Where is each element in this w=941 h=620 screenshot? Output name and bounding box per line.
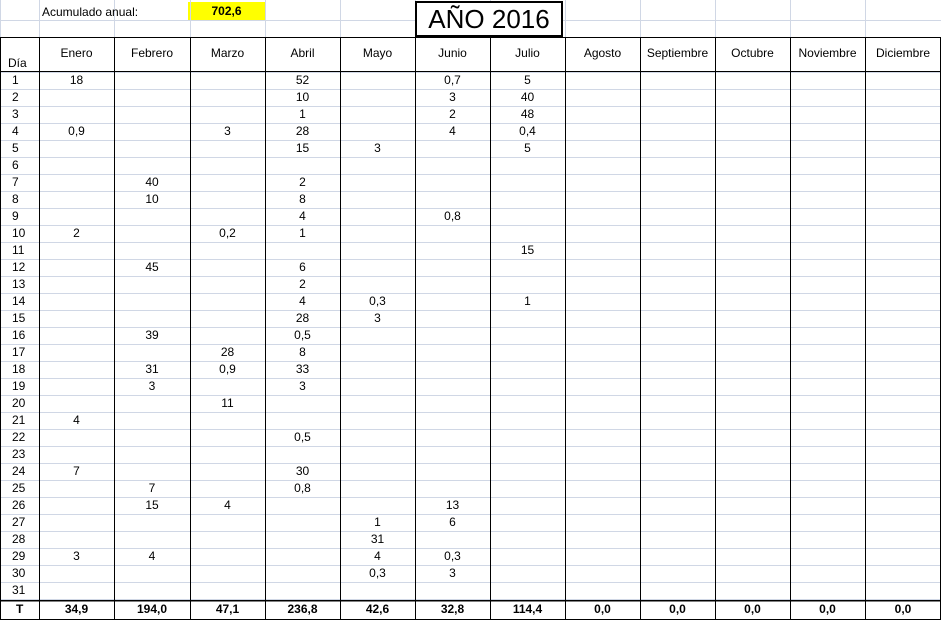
day-number[interactable]: 15: [12, 311, 26, 325]
day-number[interactable]: 20: [12, 396, 26, 410]
total-cell-10[interactable]: 0,0: [744, 602, 761, 616]
total-cell-2[interactable]: 194,0: [136, 602, 168, 616]
month-header-2[interactable]: Febrero: [130, 46, 174, 60]
value-cell[interactable]: 3: [148, 379, 156, 393]
day-number[interactable]: 9: [12, 209, 19, 223]
total-cell-9[interactable]: 0,0: [669, 602, 686, 616]
value-cell[interactable]: 13: [445, 498, 460, 512]
value-cell[interactable]: 0,3: [369, 566, 386, 580]
value-cell[interactable]: 7: [148, 481, 156, 495]
value-cell[interactable]: 6: [299, 260, 306, 274]
day-number[interactable]: 21: [12, 413, 26, 427]
day-header[interactable]: Día: [8, 56, 27, 70]
day-number[interactable]: 16: [12, 328, 26, 342]
value-cell[interactable]: 0,8: [294, 481, 311, 495]
value-cell[interactable]: 3: [73, 549, 80, 563]
value-cell[interactable]: 0,9: [68, 124, 85, 138]
month-header-5[interactable]: Mayo: [362, 46, 393, 60]
day-number[interactable]: 5: [12, 141, 19, 155]
value-cell[interactable]: 3: [449, 90, 456, 104]
value-cell[interactable]: 0,9: [219, 362, 236, 376]
value-cell[interactable]: 0,3: [444, 549, 461, 563]
day-number[interactable]: 14: [12, 294, 26, 308]
day-number[interactable]: 31: [12, 583, 26, 597]
value-cell[interactable]: 0,5: [294, 430, 311, 444]
month-header-4[interactable]: Abril: [290, 46, 315, 60]
month-header-6[interactable]: Junio: [438, 46, 467, 60]
day-number[interactable]: 18: [12, 362, 26, 376]
day-number[interactable]: 23: [12, 447, 26, 461]
value-cell[interactable]: 3: [299, 379, 306, 393]
value-cell[interactable]: 8: [299, 192, 306, 206]
total-cell-4[interactable]: 236,8: [287, 602, 318, 616]
day-number[interactable]: 1: [12, 73, 19, 87]
month-header-3[interactable]: Marzo: [210, 46, 245, 60]
total-cell-5[interactable]: 42,6: [365, 602, 390, 616]
day-number[interactable]: 4: [12, 124, 19, 138]
total-cell-7[interactable]: 114,4: [512, 602, 543, 616]
value-cell[interactable]: 0,2: [219, 226, 236, 240]
value-cell[interactable]: 30: [295, 464, 310, 478]
value-cell[interactable]: 0,5: [294, 328, 311, 342]
value-cell[interactable]: 31: [145, 362, 159, 376]
value-cell[interactable]: 2: [299, 175, 306, 189]
value-cell[interactable]: 39: [145, 328, 159, 342]
day-number[interactable]: 8: [12, 192, 19, 206]
value-cell[interactable]: 2: [73, 226, 80, 240]
day-number[interactable]: 22: [12, 430, 26, 444]
total-cell-6[interactable]: 32,8: [440, 602, 465, 616]
day-number[interactable]: 17: [12, 345, 26, 359]
value-cell[interactable]: 2: [299, 277, 306, 291]
value-cell[interactable]: 52: [295, 73, 310, 87]
day-number[interactable]: 26: [12, 498, 26, 512]
day-number[interactable]: 12: [12, 260, 26, 274]
day-number[interactable]: 25: [12, 481, 26, 495]
value-cell[interactable]: 1: [374, 515, 381, 529]
value-cell[interactable]: 40: [520, 90, 535, 104]
month-header-11[interactable]: Noviembre: [798, 46, 857, 60]
value-cell[interactable]: 31: [370, 532, 385, 546]
totals-label[interactable]: T: [16, 602, 24, 616]
value-cell[interactable]: 3: [374, 311, 381, 325]
value-cell[interactable]: 3: [374, 141, 381, 155]
value-cell[interactable]: 11: [221, 396, 234, 410]
value-cell[interactable]: 3: [224, 124, 231, 138]
total-cell-8[interactable]: 0,0: [594, 602, 611, 616]
value-cell[interactable]: 15: [295, 141, 310, 155]
day-number[interactable]: 10: [12, 226, 26, 240]
value-cell[interactable]: 33: [295, 362, 310, 376]
value-cell[interactable]: 4: [299, 209, 306, 223]
total-cell-11[interactable]: 0,0: [819, 602, 836, 616]
day-number[interactable]: 19: [12, 379, 26, 393]
day-number[interactable]: 2: [12, 90, 19, 104]
month-header-10[interactable]: Octubre: [731, 46, 774, 60]
value-cell[interactable]: 0,7: [444, 73, 461, 87]
day-number[interactable]: 6: [12, 158, 19, 172]
value-cell[interactable]: 0,4: [519, 124, 536, 138]
total-cell-3[interactable]: 47,1: [215, 602, 240, 616]
value-cell[interactable]: 5: [524, 141, 531, 155]
day-number[interactable]: 3: [12, 107, 19, 121]
month-header-9[interactable]: Septiembre: [646, 46, 709, 60]
accumulated-value[interactable]: 702,6: [211, 4, 242, 18]
value-cell[interactable]: 4: [148, 549, 156, 563]
day-number[interactable]: 13: [12, 277, 26, 291]
value-cell[interactable]: 28: [295, 124, 310, 138]
day-number[interactable]: 27: [12, 515, 26, 529]
value-cell[interactable]: 28: [295, 311, 310, 325]
month-header-12[interactable]: Diciembre: [875, 46, 930, 60]
total-cell-12[interactable]: 0,0: [894, 602, 912, 616]
value-cell[interactable]: 7: [73, 464, 80, 478]
value-cell[interactable]: 15: [145, 498, 159, 512]
month-header-8[interactable]: Agosto: [583, 46, 622, 60]
value-cell[interactable]: 18: [69, 73, 84, 87]
value-cell[interactable]: 15: [520, 243, 535, 257]
value-cell[interactable]: 1: [524, 294, 531, 308]
accumulated-label[interactable]: Acumulado anual:: [42, 5, 139, 19]
day-number[interactable]: 11: [12, 243, 25, 257]
value-cell[interactable]: 10: [145, 192, 159, 206]
day-number[interactable]: 29: [12, 549, 26, 563]
value-cell[interactable]: 6: [449, 515, 456, 529]
value-cell[interactable]: 40: [145, 175, 159, 189]
value-cell[interactable]: 4: [299, 294, 306, 308]
value-cell[interactable]: 10: [295, 90, 310, 104]
value-cell[interactable]: 4: [374, 549, 381, 563]
value-cell[interactable]: 28: [220, 345, 235, 359]
value-cell[interactable]: 4: [224, 498, 231, 512]
value-cell[interactable]: 8: [299, 345, 306, 359]
month-header-7[interactable]: Julio: [515, 46, 540, 60]
value-cell[interactable]: 45: [145, 260, 159, 274]
day-number[interactable]: 7: [12, 175, 19, 189]
day-number[interactable]: 24: [12, 464, 26, 478]
value-cell[interactable]: 1: [299, 226, 306, 240]
value-cell[interactable]: 4: [73, 413, 80, 427]
month-header-1[interactable]: Enero: [60, 46, 93, 60]
day-number[interactable]: 28: [12, 532, 26, 546]
day-number[interactable]: 30: [12, 566, 26, 580]
year-title[interactable]: AÑO 2016: [415, 1, 563, 37]
value-cell[interactable]: 0,8: [444, 209, 461, 223]
value-cell[interactable]: 3: [449, 566, 456, 580]
value-cell[interactable]: 48: [520, 107, 535, 121]
value-cell[interactable]: 4: [449, 124, 456, 138]
value-cell[interactable]: 2: [449, 107, 456, 121]
value-cell[interactable]: 1: [299, 107, 306, 121]
value-cell[interactable]: 5: [524, 73, 531, 87]
total-cell-1[interactable]: 34,9: [64, 602, 89, 616]
value-cell[interactable]: 0,3: [369, 294, 386, 308]
